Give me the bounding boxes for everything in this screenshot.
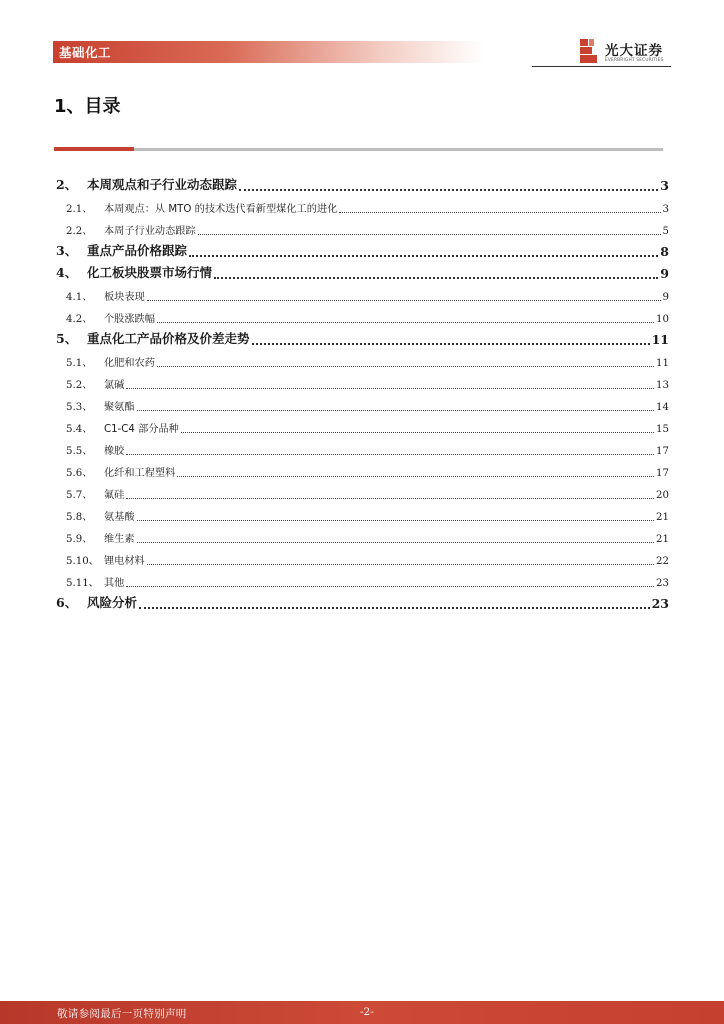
toc-dot-leader [139, 595, 650, 609]
toc-entry-label: 化纤和工程塑料 [104, 468, 176, 479]
toc-entry-label: 氨基酸 [104, 512, 135, 523]
toc-entry-label: 维生素 [104, 534, 135, 545]
toc-entry-page: 21 [656, 512, 669, 523]
toc-entry-number: 5.11、 [66, 578, 99, 589]
toc-entry[interactable] [56, 479, 669, 501]
toc-entry[interactable] [56, 501, 669, 523]
toc-entry-number: 5.10、 [66, 556, 99, 567]
toc-entry-label: 风险分析 [87, 595, 138, 610]
toc-dot-leader [181, 420, 654, 433]
toc-entry-number: 5.1、 [66, 358, 93, 369]
toc-entry-label: 重点产品价格跟踪 [87, 243, 188, 258]
toc-entry-number: 4.2、 [66, 314, 93, 325]
toc-entry[interactable] [56, 303, 669, 325]
toc-entry-number: 5.6、 [66, 468, 93, 479]
toc-entry-page: 5 [662, 226, 669, 237]
toc-entry-page: 22 [656, 556, 669, 567]
toc-entry[interactable] [56, 237, 669, 259]
toc-entry-label: C1-C4 部分品种 [104, 424, 179, 435]
toc-entry-page: 14 [656, 402, 669, 413]
toc-dot-leader [189, 243, 658, 257]
toc-entry-label: 锂电材料 [104, 556, 145, 567]
toc-entry-page: 15 [656, 424, 669, 435]
toc-entry[interactable] [56, 589, 669, 611]
toc-entry-number: 3、 [56, 243, 78, 258]
toc-entry-number: 2、 [56, 177, 78, 192]
everbright-logo-icon [578, 38, 600, 64]
toc-entry-number: 2.1、 [66, 204, 93, 215]
toc-entry-page: 9 [660, 266, 669, 281]
toc-heading-rule [54, 148, 663, 151]
footer-band [0, 1001, 724, 1024]
toc-entry[interactable] [56, 545, 669, 567]
toc-dot-leader [252, 331, 650, 345]
toc-entry-label: 化工板块股票市场行情 [87, 265, 213, 280]
toc-entry-label: 聚氨酯 [104, 402, 135, 413]
toc-entry[interactable] [56, 347, 669, 369]
toc-entry-label: 橡胶 [104, 446, 125, 457]
toc-entry[interactable] [56, 457, 669, 479]
toc-entry-page: 9 [662, 292, 669, 303]
header-section-label: 基础化工 [59, 45, 112, 60]
toc-entry-number: 2.2、 [66, 226, 93, 237]
toc-dot-leader [126, 376, 654, 389]
toc-entry-label: 化肥和农药 [104, 358, 155, 369]
toc-entry-number: 5.3、 [66, 402, 93, 413]
toc-dot-leader [126, 574, 654, 587]
toc-entry-number: 5.7、 [66, 490, 93, 501]
toc-entry[interactable] [56, 413, 669, 435]
toc-entry[interactable] [56, 171, 669, 193]
toc-entry[interactable] [56, 193, 669, 215]
header-section-band [53, 41, 483, 63]
toc-dot-leader [214, 265, 658, 279]
toc-entry-page: 10 [656, 314, 669, 325]
toc-entry-number: 5.5、 [66, 446, 93, 457]
toc-dot-leader [157, 354, 654, 367]
toc-dot-leader [137, 508, 654, 521]
toc-entry-label: 本周观点和子行业动态跟踪 [87, 177, 238, 192]
toc-entry-label: 氯碱 [104, 380, 125, 391]
toc-entry-label: 本周观点：从 MTO 的技术迭代看新型煤化工的进化 [104, 204, 338, 215]
toc-dot-leader [137, 398, 654, 411]
toc-entry-label: 氟硅 [104, 490, 125, 501]
toc-entry-label: 板块表现 [104, 292, 145, 303]
toc-entry-number: 6、 [56, 595, 78, 610]
toc-entry-page: 3 [662, 204, 669, 215]
toc-entry-label: 个股涨跌幅 [104, 314, 155, 325]
toc-entry[interactable] [56, 523, 669, 545]
toc-entry[interactable] [56, 215, 669, 237]
toc-entry-page: 23 [651, 596, 669, 611]
toc-entry[interactable] [56, 281, 669, 303]
logo-text-en: EVERBRIGHT SECURITIES [605, 58, 664, 63]
toc-dot-leader [239, 177, 658, 191]
toc-dot-leader [177, 464, 654, 477]
footer-disclaimer: 敬请参阅最后一页特别声明 [57, 1008, 187, 1020]
toc-entry[interactable] [56, 369, 669, 391]
toc-entry-number: 4、 [56, 265, 78, 280]
toc-dot-leader [147, 288, 661, 301]
toc-entry-number: 5.4、 [66, 424, 93, 435]
toc-entry-page: 23 [656, 578, 669, 589]
toc-dot-leader [126, 486, 654, 499]
toc-heading-rule-accent [54, 147, 134, 151]
toc-entry-page: 11 [656, 358, 669, 369]
toc-entry-label: 本周子行业动态跟踪 [104, 226, 196, 237]
toc-entry[interactable] [56, 391, 669, 413]
toc-entry[interactable] [56, 435, 669, 457]
toc-heading: 1、目录 [54, 96, 121, 117]
toc-entry-number: 5.8、 [66, 512, 93, 523]
toc-entry-number: 5、 [56, 331, 78, 346]
toc-entry-label: 其他 [104, 578, 125, 589]
toc-entry-page: 17 [656, 446, 669, 457]
logo-text-cn: 光大证券 [605, 43, 663, 59]
toc-entry-page: 20 [656, 490, 669, 501]
toc-entry-number: 5.9、 [66, 534, 93, 545]
toc-entry-page: 13 [656, 380, 669, 391]
toc-dot-leader [137, 530, 654, 543]
toc-entry[interactable] [56, 259, 669, 281]
toc-entry-page: 3 [660, 178, 669, 193]
toc-entry-page: 21 [656, 534, 669, 545]
toc-entry-number: 5.2、 [66, 380, 93, 391]
toc-dot-leader [198, 222, 661, 235]
toc-entry[interactable] [56, 325, 669, 347]
table-of-contents [56, 171, 669, 611]
toc-dot-leader [147, 552, 654, 565]
footer-page-number: -2- [360, 1006, 374, 1018]
toc-dot-leader [157, 310, 654, 323]
toc-entry-number: 4.1、 [66, 292, 93, 303]
company-logo [578, 38, 673, 66]
toc-entry-page: 17 [656, 468, 669, 479]
toc-entry-page: 8 [660, 244, 669, 259]
toc-dot-leader [126, 442, 654, 455]
toc-entry-page: 11 [651, 332, 669, 347]
header-rule [532, 66, 671, 67]
toc-dot-leader [339, 200, 660, 213]
toc-entry[interactable] [56, 567, 669, 589]
toc-entry-label: 重点化工产品价格及价差走势 [87, 331, 250, 346]
